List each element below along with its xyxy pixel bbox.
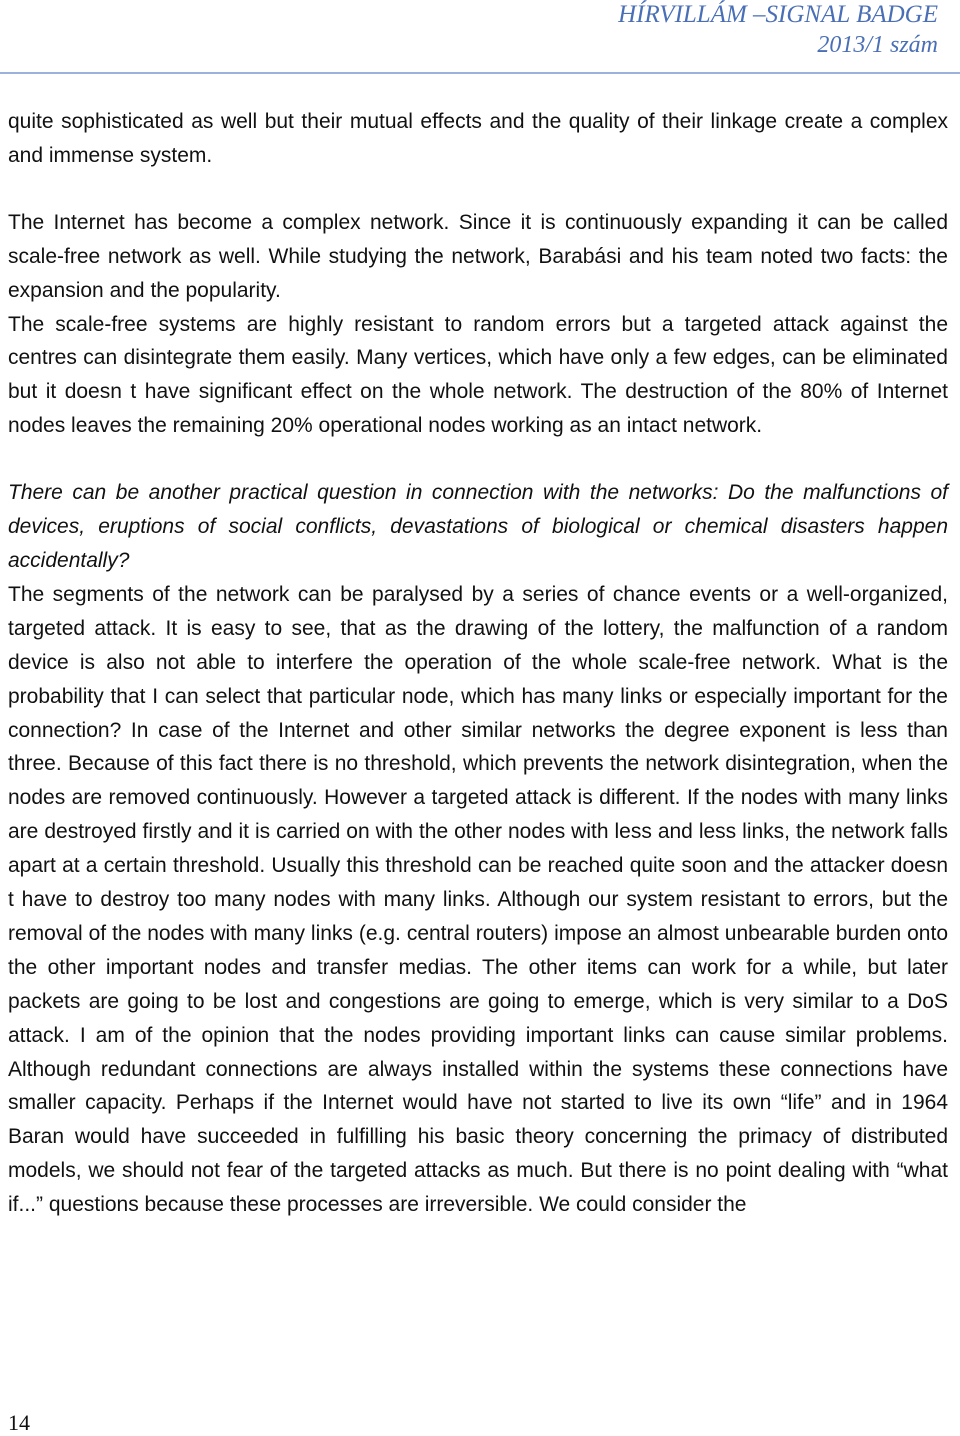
journal-issue: 2013/1 szám [817,32,938,58]
page-number: 14 [8,1410,30,1435]
paragraph-3: The scale-free systems are highly resistant to random errors but a targeted attack against the centres can disintegrate them easily. Many vertices, which have only a few edges, can be eliminated but it doesn t have significant effect on the whole network. The destruction of the 80% of Internet nodes leaves the remaining 20% operational nodes working as an intact network. [8,312,948,438]
header-divider [0,72,960,74]
paragraph-2: The Internet has become a complex network. Since it is continuously expanding it can be called scale-free network as well. While studying the network, Barabási and his team noted two facts: the expansion and the popularity. [8,210,948,302]
paragraph-4-question: There can be another practical question in connection with the networks: Do the malfunctions of devices, eruptions of social conflicts, devastations of biological or chemical disasters happen accidentally? [8,481,948,572]
paragraph-5: The segments of the network can be paralysed by a series of chance events or a well-organized, targeted attack. It is easy to see, that as the drawing of the lottery, the malfunction of a random device is also not able to interfere the operation of the whole scale-free network. What is the probability that I can select that particular node, which has many links or especially important for the connection? In case of the Internet and other similar networks the degree exponent is less than three. Because of this fact there is no threshold, which prevents the network disintegration, when the nodes are removed continuously. However a targeted attack is different. If the nodes with many links are destroyed firstly and it is carried on with the other nodes with less and less links, the network falls apart at a certain threshold. Usually this threshold can be reached quite soon and the attacker doesn t have to destroy too many nodes with many links. Although our system resistant to errors, but the removal of the nodes with many links (e.g. central routers) impose an almost unbearable burden onto the other important nodes and transfer medias. The other items can work for a while, but later packets are going to be lost and congestions are going to emerge, which is very similar to a DoS attack. I am of the opinion that the nodes providing important links can cause similar problems. Although redundant connections are always installed within the systems these connections have smaller capacity. Perhaps if the Internet would have not started to live its own “life” and in 1964 Baran would have succeeded in fulfilling his basic theory concerning the primacy of distributed models, we should not fear of the targeted attacks as much. But there is no point dealing with “what if...” questions because these processes are irreversible. We could consider the [8,582,948,1217]
running-header [618,0,938,60]
article-body [8,105,948,1222]
journal-title: HÍRVILLÁM –SIGNAL BADGE [618,1,938,28]
paragraph-1: quite sophisticated as well but their mutual effects and the quality of their linkage create a complex and immense system. [8,110,948,167]
